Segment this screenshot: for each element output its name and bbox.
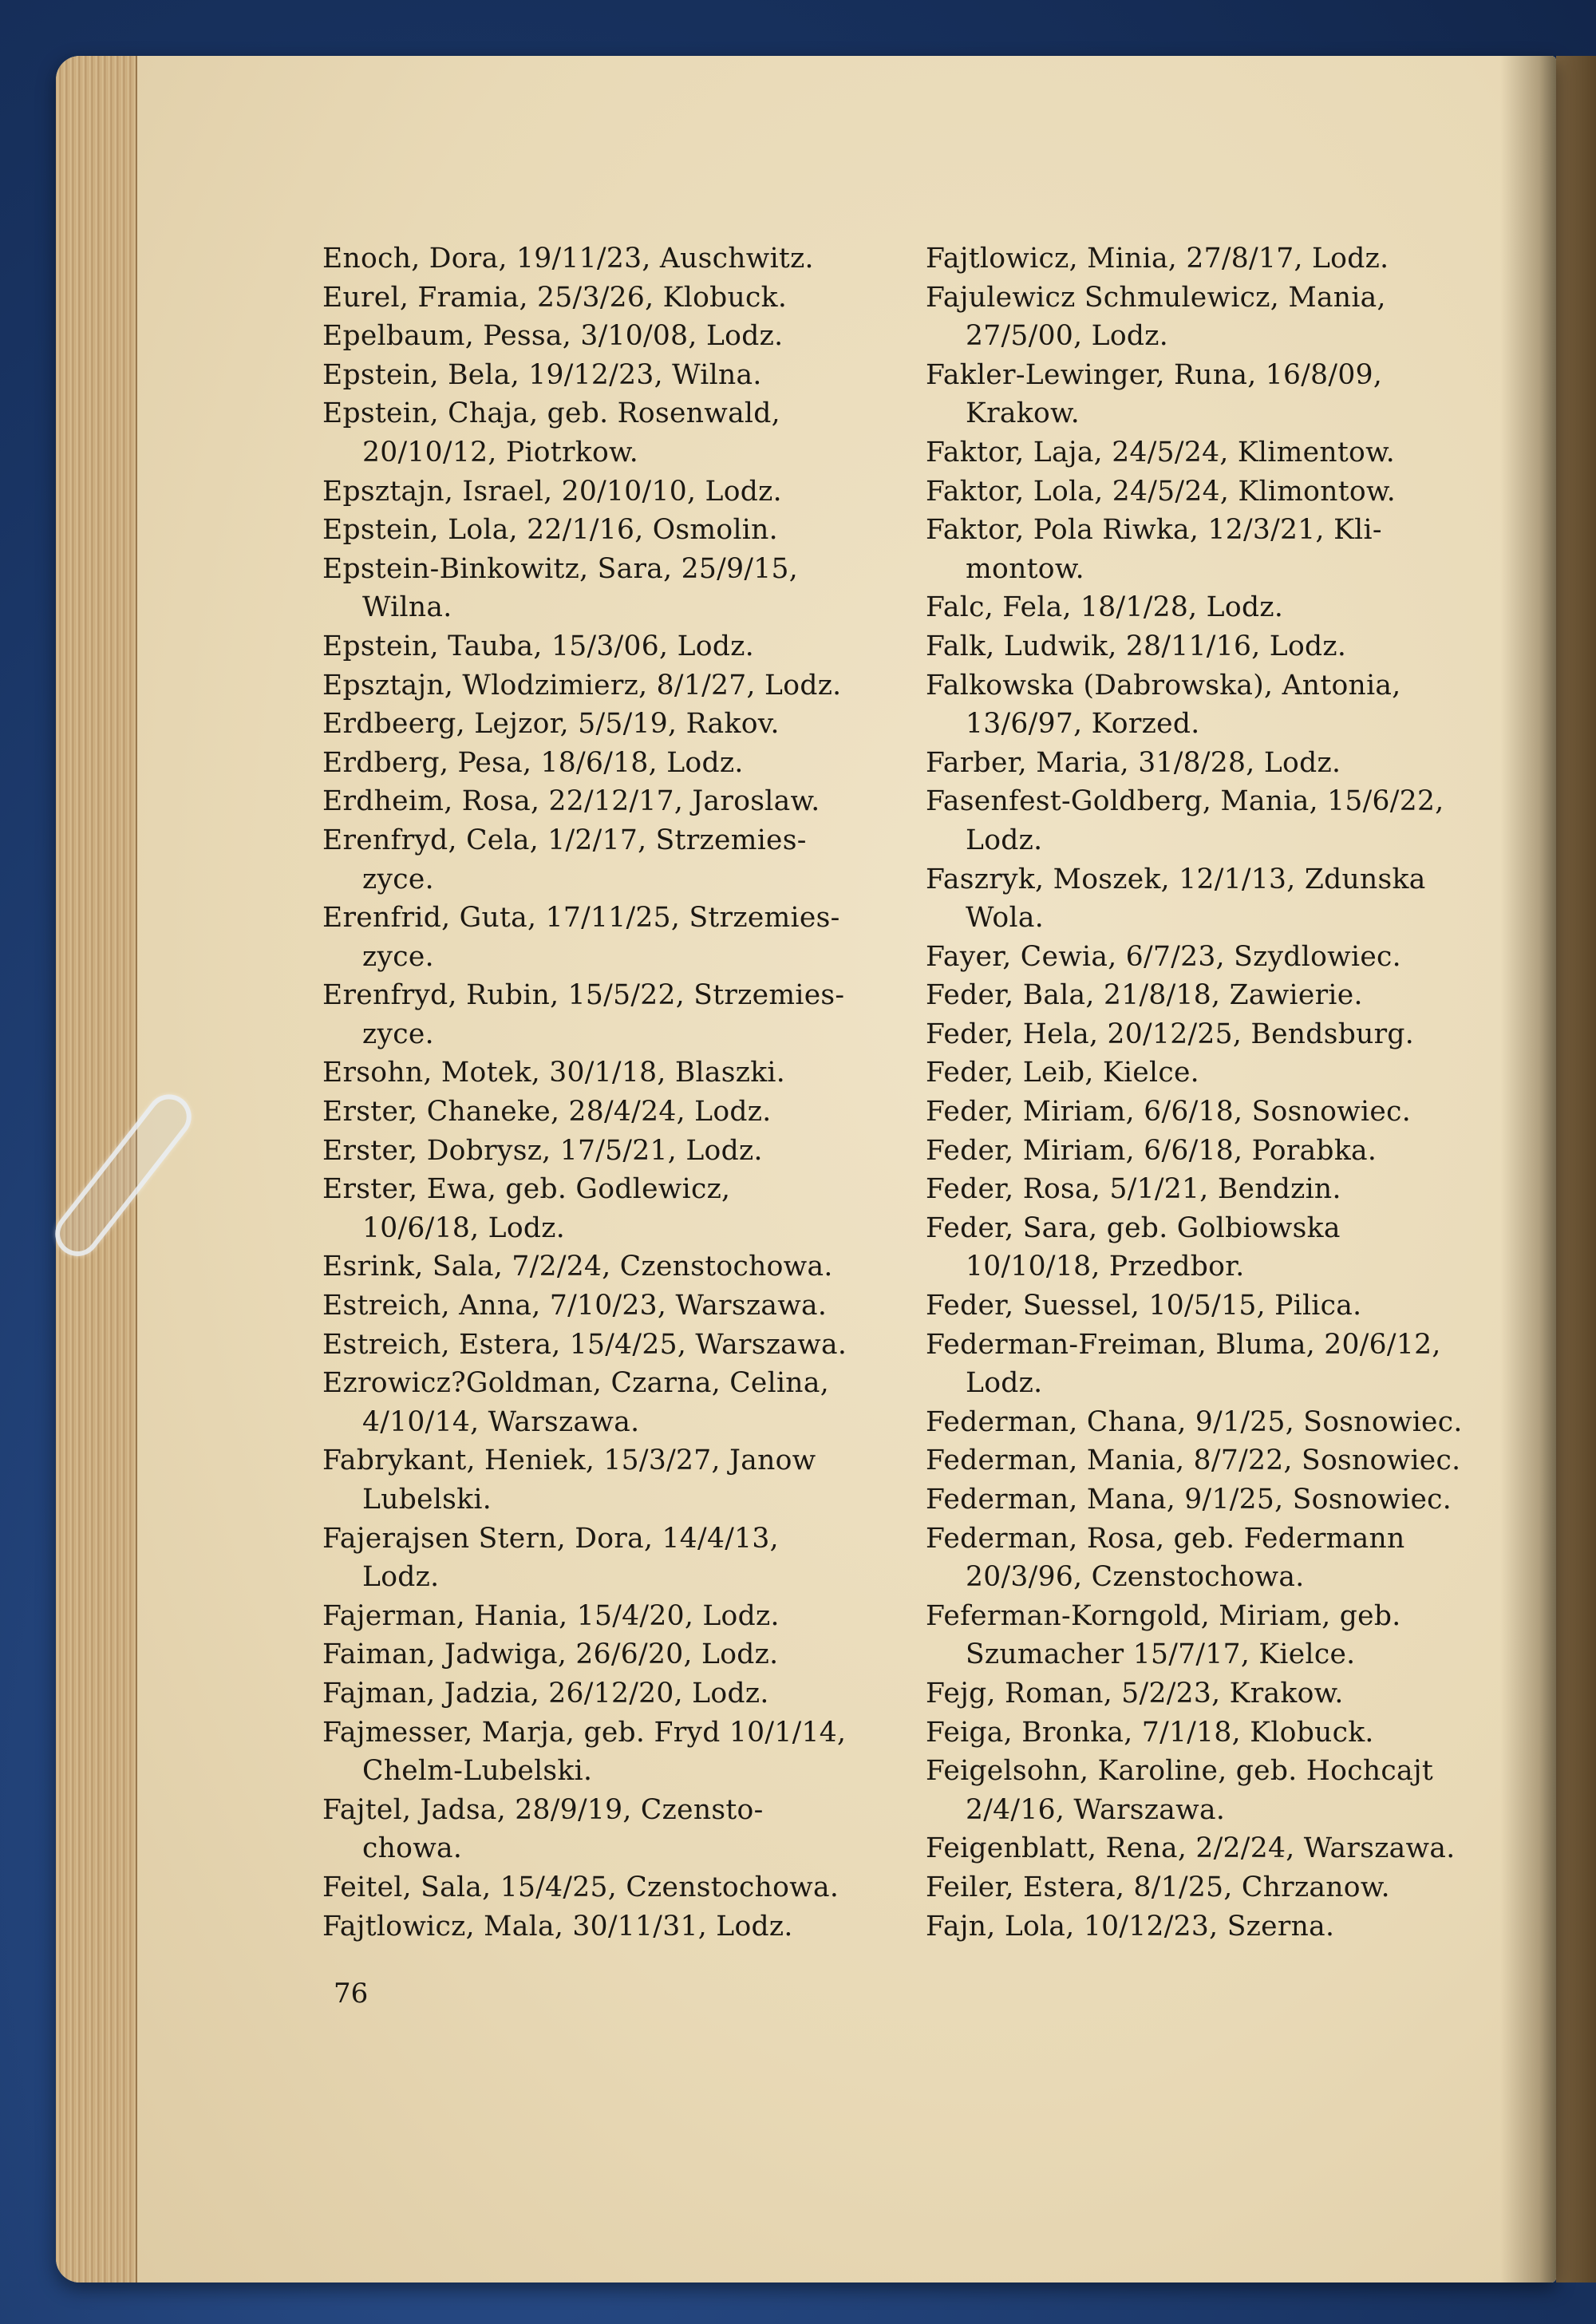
list-entry-line: Fajtlowicz, Mala, 30/11/31, Lodz.: [322, 1910, 793, 1943]
list-entry-line: Ersohn, Motek, 30/1/18, Blaszki.: [322, 1057, 786, 1089]
list-entry-line: Fayer, Cewia, 6/7/23, Szydlowiec.: [926, 940, 1401, 973]
page-number: 76: [334, 1978, 369, 2010]
list-entry-line: Feiga, Bronka, 7/1/18, Klobuck.: [926, 1716, 1374, 1749]
list-entry-line: Erster, Chaneke, 28/4/24, Lodz.: [322, 1096, 772, 1128]
list-entry-line: Federman, Rosa, geb. Federmann: [926, 1522, 1405, 1555]
list-entry-line: Federman, Mana, 9/1/25, Sosnowiec.: [926, 1484, 1452, 1516]
list-entry-line: Erenfrid, Guta, 17/11/25, Strzemies-: [322, 902, 840, 935]
list-entry-line: Farber, Maria, 31/8/28, Lodz.: [926, 746, 1341, 779]
list-entry-line: Erenfryd, Cela, 1/2/17, Strzemies-: [322, 824, 807, 856]
list-entry-line: Fajtlowicz, Minia, 27/8/17, Lodz.: [926, 243, 1389, 275]
list-entry-line: Fajulewicz Schmulewicz, Mania,: [926, 281, 1386, 314]
list-entry-line: Epstein-Binkowitz, Sara, 25/9/15,: [322, 552, 799, 585]
list-entry-line: Epstein, Bela, 19/12/23, Wilna.: [322, 358, 762, 391]
list-entry-line: Faktor, Pola Riwka, 12/3/21, Kli-: [926, 514, 1382, 547]
list-entry-line: Feder, Leib, Kielce.: [926, 1057, 1199, 1089]
list-entry-line: Chelm-Lubelski.: [362, 1755, 593, 1788]
list-entry-line: Fajmesser, Marja, geb. Fryd 10/1/14,: [322, 1716, 847, 1749]
list-entry-line: Lodz.: [966, 1367, 1043, 1400]
list-entry-line: Faktor, Laja, 24/5/24, Klimentow.: [926, 436, 1396, 468]
list-entry-line: Krakow.: [966, 397, 1080, 430]
list-entry-line: Feferman-Korngold, Miriam, geb.: [926, 1599, 1401, 1632]
list-entry-line: Federman, Chana, 9/1/25, Sosnowiec.: [926, 1405, 1463, 1438]
list-entry-line: Federman-Freiman, Bluma, 20/6/12,: [926, 1328, 1441, 1361]
list-entry-line: Feiler, Estera, 8/1/25, Chrzanow.: [926, 1871, 1390, 1903]
list-entry-line: Eurel, Framia, 25/3/26, Klobuck.: [322, 281, 788, 314]
list-entry-line: 10/10/18, Przedbor.: [966, 1251, 1245, 1283]
list-entry-line: Feder, Miriam, 6/6/18, Porabka.: [926, 1134, 1377, 1167]
list-entry-line: 2/4/16, Warszawa.: [966, 1793, 1226, 1826]
list-entry-line: Erster, Dobrysz, 17/5/21, Lodz.: [322, 1134, 763, 1167]
list-entry-line: Fajerman, Hania, 15/4/20, Lodz.: [322, 1599, 780, 1632]
list-entry-line: Fabrykant, Heniek, 15/3/27, Janow: [322, 1445, 816, 1477]
list-entry-line: Fasenfest-Goldberg, Mania, 15/6/22,: [926, 785, 1444, 818]
list-entry-line: Epsztajn, Wlodzimierz, 8/1/27, Lodz.: [322, 669, 842, 702]
list-entry-line: Epelbaum, Pessa, 3/10/08, Lodz.: [322, 320, 784, 353]
list-entry-line: Enoch, Dora, 19/11/23, Auschwitz.: [322, 243, 814, 275]
list-entry-line: 20/10/12, Piotrkow.: [362, 436, 639, 468]
list-entry-line: Federman, Mania, 8/7/22, Sosnowiec.: [926, 1445, 1461, 1477]
list-entry-line: Lodz.: [362, 1561, 440, 1594]
list-entry-line: Faktor, Lola, 24/5/24, Klimontow.: [926, 475, 1396, 508]
list-entry-line: Fajman, Jadzia, 26/12/20, Lodz.: [322, 1677, 769, 1709]
list-entry-line: Fajtel, Jadsa, 28/9/19, Czensto-: [322, 1793, 764, 1826]
list-entry-line: 20/3/96, Czenstochowa.: [966, 1561, 1305, 1594]
list-entry-line: Erdheim, Rosa, 22/12/17, Jaroslaw.: [322, 785, 820, 818]
list-entry-line: Falc, Fela, 18/1/28, Lodz.: [926, 591, 1284, 624]
list-entry-line: Feder, Bala, 21/8/18, Zawierie.: [926, 979, 1363, 1012]
list-entry-line: Ezrowicz?Goldman, Czarna, Celina,: [322, 1367, 829, 1400]
list-entry-line: Fejg, Roman, 5/2/23, Krakow.: [926, 1677, 1344, 1709]
list-entry-line: Feigenblatt, Rena, 2/2/24, Warszawa.: [926, 1832, 1456, 1865]
list-entry-line: 13/6/97, Korzed.: [966, 708, 1200, 741]
list-entry-line: Lodz.: [966, 824, 1043, 856]
list-entry-line: Lubelski.: [362, 1484, 492, 1516]
list-entry-line: Feitel, Sala, 15/4/25, Czenstochowa.: [322, 1871, 839, 1903]
list-entry-line: 27/5/00, Lodz.: [966, 320, 1169, 353]
list-entry-line: Falk, Ludwik, 28/11/16, Lodz.: [926, 630, 1347, 662]
list-entry-line: Erdberg, Pesa, 18/6/18, Lodz.: [322, 746, 744, 779]
list-entry-line: Fakler-Lewinger, Runa, 16/8/09,: [926, 358, 1383, 391]
list-entry-line: Epsztajn, Israel, 20/10/10, Lodz.: [322, 475, 782, 508]
list-entry-line: Feder, Miriam, 6/6/18, Sosnowiec.: [926, 1096, 1411, 1128]
list-entry-line: Fajerajsen Stern, Dora, 14/4/13,: [322, 1522, 779, 1555]
list-entry-line: Fajn, Lola, 10/12/23, Szerna.: [926, 1910, 1335, 1943]
list-entry-line: Falkowska (Dabrowska), Antonia,: [926, 669, 1401, 702]
list-entry-line: Erdbeerg, Lejzor, 5/5/19, Rakov.: [322, 708, 780, 741]
next-page-edge: [1556, 56, 1596, 2282]
list-entry-line: Estreich, Anna, 7/10/23, Warszawa.: [322, 1290, 828, 1322]
list-entry-line: Feder, Sara, geb. Golbiowska: [926, 1211, 1341, 1244]
left-column: [322, 239, 897, 1946]
list-entry-line: Szumacher 15/7/17, Kielce.: [966, 1638, 1356, 1671]
list-entry-line: montow.: [966, 552, 1084, 585]
list-entry-line: Faszryk, Moszek, 12/1/13, Zdunska: [926, 863, 1426, 895]
list-entry-line: zyce.: [362, 940, 434, 973]
list-entry-line: Feder, Rosa, 5/1/21, Bendzin.: [926, 1173, 1341, 1206]
right-column: [926, 239, 1532, 1946]
list-entry-line: 10/6/18, Lodz.: [362, 1211, 566, 1244]
list-entry-line: Esrink, Sala, 7/2/24, Czenstochowa.: [322, 1251, 833, 1283]
list-entry-line: Epstein, Tauba, 15/3/06, Lodz.: [322, 630, 754, 662]
list-entry-line: Erster, Ewa, geb. Godlewicz,: [322, 1173, 731, 1206]
list-entry-line: Epstein, Lola, 22/1/16, Osmolin.: [322, 514, 778, 547]
list-entry-line: Erenfryd, Rubin, 15/5/22, Strzemies-: [322, 979, 845, 1012]
list-entry-line: zyce.: [362, 863, 434, 895]
list-entry-line: Wilna.: [362, 591, 452, 624]
list-entry-line: Wola.: [966, 902, 1044, 935]
list-entry-line: Estreich, Estera, 15/4/25, Warszawa.: [322, 1328, 847, 1361]
list-entry-line: Epstein, Chaja, geb. Rosenwald,: [322, 397, 780, 430]
list-entry-line: Faiman, Jadwiga, 26/6/20, Lodz.: [322, 1638, 779, 1671]
list-entry-line: 4/10/14, Warszawa.: [362, 1405, 640, 1438]
list-entry-line: Feigelsohn, Karoline, geb. Hochcajt: [926, 1755, 1433, 1788]
list-entry-line: chowa.: [362, 1832, 463, 1865]
list-entry-line: zyce.: [362, 1018, 434, 1050]
list-entry-line: Feder, Suessel, 10/5/15, Pilica.: [926, 1290, 1362, 1322]
list-entry-line: Feder, Hela, 20/12/25, Bendsburg.: [926, 1018, 1415, 1050]
